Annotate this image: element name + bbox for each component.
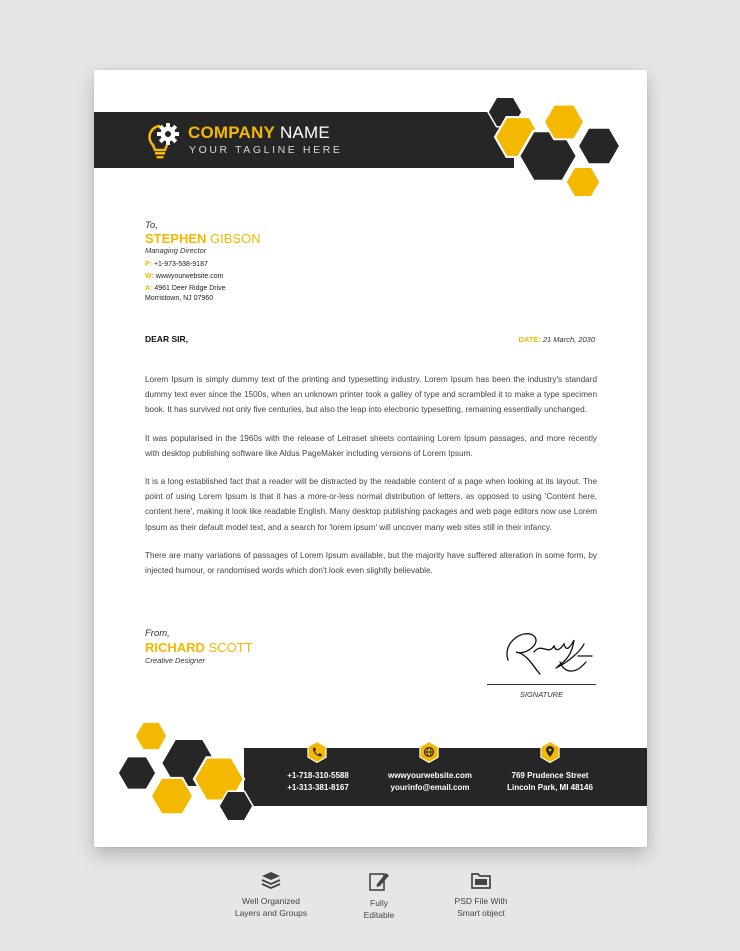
feature-psd [431,870,531,919]
footer-phone-column [258,770,378,793]
company-name [188,123,330,143]
date-key: DATE: [518,335,541,344]
feature-layers [221,870,321,919]
recipient-title: Managing Director [145,246,207,255]
body-paragraph: There are many variations of passages of Lorem Ipsum available, but the majority have suffered alteration in some form, by injected humour, or randomised words which don't look even slightly believable. [145,550,597,576]
body-paragraph: Lorem Ipsum is simply dummy text of the printing and typesetting industry. Lorem Ipsum has been the industry's standard dummy text ever since the 1500s, when an unknown printer took a galley of type and scrambled it to make a type specimen book. It has survived not only five centuries, but also the leap into electronic typesetting, remaining essentially unchanged. [145,375,597,415]
feature-psd-line2: Smart object [457,907,505,918]
feature-layers-line2: Layers and Groups [234,907,308,918]
phone-value: +1-973-538-9187 [152,261,208,268]
recipient-first-name: STEPHEN [145,231,207,246]
feature-editable-line2: Editable [363,909,395,920]
footer-web-column [370,770,490,793]
web-value: wwwyourwebsite.com [153,273,224,280]
edit-icon [368,870,390,892]
location-pin-icon [539,741,561,763]
recipient-phone [145,261,208,268]
body-paragraph: It is a long established fact that a reader will be distracted by the readable content of a page when looking at its layout. The point of using Lorem Ipsum is that it has a more-or-less normal distribution of letters, as opposed to using 'Content here, content here', making it look like readable English. Many desktop publishing packages and web page editors now use Lorem Ipsum as their default model text, and a search for 'lorem ipsum' will uncover many web sites still in their infancy. [145,477,597,532]
footer-phone1: +1-718-310-5588 [287,771,349,780]
feature-editable-line1: Fully [370,898,388,908]
header-hex [578,128,620,164]
footer-address1: 769 Prudence Street [511,771,589,780]
company-name-bold: COMPANY [188,123,276,142]
phone-icon [306,741,328,763]
footer-hex [219,791,253,820]
letter-date [518,335,595,344]
sender-first-name: RICHARD [145,640,205,655]
address-line1: 4961 Deer Ridge Drive [152,285,226,292]
footer-hex [118,757,156,790]
letterhead-sheet [94,70,647,847]
company-name-rest: NAME [275,123,330,142]
from-label: From, [145,628,170,639]
recipient-name [145,231,261,246]
footer-email: yourinfo@email.com [390,782,470,792]
company-tagline: YOUR TAGLINE HERE [189,144,343,156]
footer-hex [151,778,193,814]
sender-title: Creative Designer [145,656,206,665]
salutation: DEAR SIR, [145,334,188,344]
signature-label: SIGNATURE [519,690,564,699]
feature-editable [329,870,429,921]
web-key: W: [145,273,154,280]
footer-hex [135,722,167,750]
feature-layers-line1: Well Organized [242,896,300,906]
globe-icon [418,741,440,763]
footer-website: wwwyourwebsite.com [387,771,473,780]
footer-phone2: +1-313-381-8167 [287,782,349,792]
footer-address2: Lincoln Park, MI 48146 [507,782,593,792]
layers-icon [260,870,282,890]
folder-icon [470,870,492,890]
header-hex [566,167,600,196]
header-hex [544,105,584,140]
address-key: A: [145,285,153,292]
to-label: To, [145,220,158,231]
sender-last-name: SCOTT [204,640,253,655]
recipient-address-line2: Morristown, NJ 07960 [145,295,214,302]
feature-psd-line1: PSD File With [454,896,508,906]
signature-line [487,684,596,685]
footer-address-column [490,770,610,793]
recipient-address [145,285,226,292]
recipient-last-name: GIBSON [206,231,261,246]
sender-name [145,640,253,655]
body-paragraph: It was popularised in the 1960s with the release of Letraset sheets containing Lorem Ipsum passages, and more recently with desktop publishing software like Aldus PageMaker including versions of Lorem Ipsum. [145,433,597,458]
date-value: 21 March, 2030 [540,335,595,344]
phone-key: P: [145,261,152,268]
letter-body [145,372,597,591]
handwritten-signature [494,622,604,686]
recipient-website [145,273,223,280]
lightbulb-gear-icon [146,122,182,160]
